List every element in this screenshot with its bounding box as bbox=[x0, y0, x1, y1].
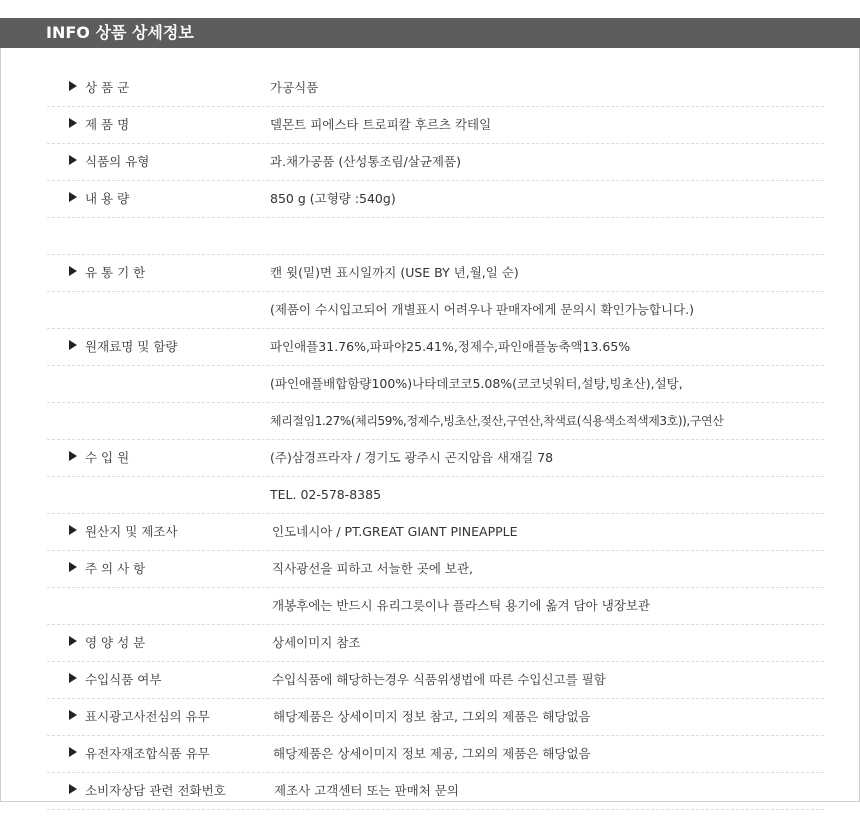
row-value: 제조사 고객센터 또는 판매처 문의 bbox=[274, 783, 459, 798]
arrow-right-icon bbox=[69, 192, 77, 202]
info-row-nutrition bbox=[47, 625, 824, 662]
info-row-consumer-phone bbox=[47, 773, 824, 810]
section-title: INFO 상품 상세정보 bbox=[46, 23, 194, 42]
info-row-product-name bbox=[47, 107, 824, 144]
arrow-right-icon bbox=[69, 340, 77, 350]
row-value: (파인애플배합함량100%)나타데코코5.08%(코코넛워터,설탕,빙초산),설탕, bbox=[270, 376, 683, 391]
row-label: 식품의 유형 bbox=[85, 154, 150, 169]
row-value: 해당제품은 상세이미지 정보 참고, 그외의 제품은 해당없음 bbox=[273, 709, 591, 724]
info-row-importer-tel bbox=[47, 477, 824, 514]
info-row-ingredients-3 bbox=[47, 403, 824, 440]
info-row-expiry-note bbox=[47, 292, 824, 329]
row-value: TEL. 02-578-8385 bbox=[270, 487, 382, 502]
row-value: 직사광선을 피하고 서늘한 곳에 보관, bbox=[272, 561, 473, 576]
row-value: 가공식품 bbox=[270, 80, 319, 95]
row-value: 해당제품은 상세이미지 정보 제공, 그외의 제품은 해당없음 bbox=[273, 746, 591, 761]
row-value: 850 g (고형량 :540g) bbox=[270, 191, 396, 206]
info-row-ingredients-2 bbox=[47, 366, 824, 403]
row-label: 제 품 명 bbox=[85, 117, 130, 132]
row-label: 표시광고사전심의 유무 bbox=[85, 709, 210, 724]
row-value: 파인애플31.76%,파파야25.41%,정제수,파인애플농축액13.65% bbox=[270, 339, 631, 354]
arrow-right-icon bbox=[69, 673, 77, 683]
row-value: (제품이 수시입고되어 개별표시 어려우나 판매자에게 문의시 확인가능합니다.) bbox=[270, 302, 694, 317]
info-row-empty bbox=[47, 218, 824, 255]
product-info-table bbox=[47, 70, 824, 810]
row-label: 상 품 군 bbox=[85, 80, 130, 95]
info-row-origin bbox=[47, 514, 824, 551]
row-value: 인도네시아 / PT.GREAT GIANT PINEAPPLE bbox=[272, 524, 518, 539]
row-value: 체리절임1.27%(체리59%,정제수,빙초산,젖산,구연산,착색료(식용색소적색제3호)),구연산 bbox=[270, 414, 724, 428]
arrow-right-icon bbox=[69, 636, 77, 646]
arrow-right-icon bbox=[69, 266, 77, 276]
info-row-volume bbox=[47, 181, 824, 218]
row-label: 주 의 사 항 bbox=[85, 561, 146, 576]
row-label: 내 용 량 bbox=[85, 191, 130, 206]
info-row-caution bbox=[47, 551, 824, 588]
row-label: 수입식품 여부 bbox=[85, 672, 162, 687]
info-row-imported-food bbox=[47, 662, 824, 699]
row-label: 원산지 및 제조사 bbox=[85, 524, 178, 539]
arrow-right-icon bbox=[69, 155, 77, 165]
row-label: 수 입 원 bbox=[85, 450, 130, 465]
row-label: 원재료명 및 함량 bbox=[85, 339, 178, 354]
row-label: 유 통 기 한 bbox=[85, 265, 146, 280]
arrow-right-icon bbox=[69, 118, 77, 128]
row-value: 과.채가공품 (산성통조림/살균제품) bbox=[270, 154, 461, 169]
arrow-right-icon bbox=[69, 784, 77, 794]
row-label: 소비자상담 관련 전화번호 bbox=[85, 783, 226, 798]
arrow-right-icon bbox=[69, 710, 77, 720]
row-value: 수입식품에 해당하는경우 식품위생법에 따른 수입신고를 필함 bbox=[272, 672, 606, 687]
row-label: 영 양 성 분 bbox=[85, 635, 146, 650]
arrow-right-icon bbox=[69, 747, 77, 757]
row-label: 유전자재조합식품 유무 bbox=[85, 746, 210, 761]
row-value: 델몬트 피에스타 트로피칼 후르츠 칵테일 bbox=[270, 117, 492, 132]
arrow-right-icon bbox=[69, 81, 77, 91]
section-header bbox=[0, 18, 860, 48]
info-row-food-type bbox=[47, 144, 824, 181]
arrow-right-icon bbox=[69, 525, 77, 535]
info-row-gmo bbox=[47, 736, 824, 773]
info-row-category bbox=[47, 70, 824, 107]
info-row-caution-2 bbox=[47, 588, 824, 625]
info-row-expiry bbox=[47, 255, 824, 292]
arrow-right-icon bbox=[69, 451, 77, 461]
row-value: (주)삼경프라자 / 경기도 광주시 곤지암읍 새재길 78 bbox=[270, 450, 554, 465]
row-value: 상세이미지 참조 bbox=[272, 635, 361, 650]
row-value: 캔 윗(밑)면 표시일까지 (USE BY 년,월,일 순) bbox=[270, 265, 519, 280]
info-row-ingredients bbox=[47, 329, 824, 366]
arrow-right-icon bbox=[69, 562, 77, 572]
row-value: 개봉후에는 반드시 유리그릇이나 플라스틱 용기에 옮겨 담아 냉장보관 bbox=[272, 598, 650, 613]
info-row-importer bbox=[47, 440, 824, 477]
info-row-ad-review bbox=[47, 699, 824, 736]
